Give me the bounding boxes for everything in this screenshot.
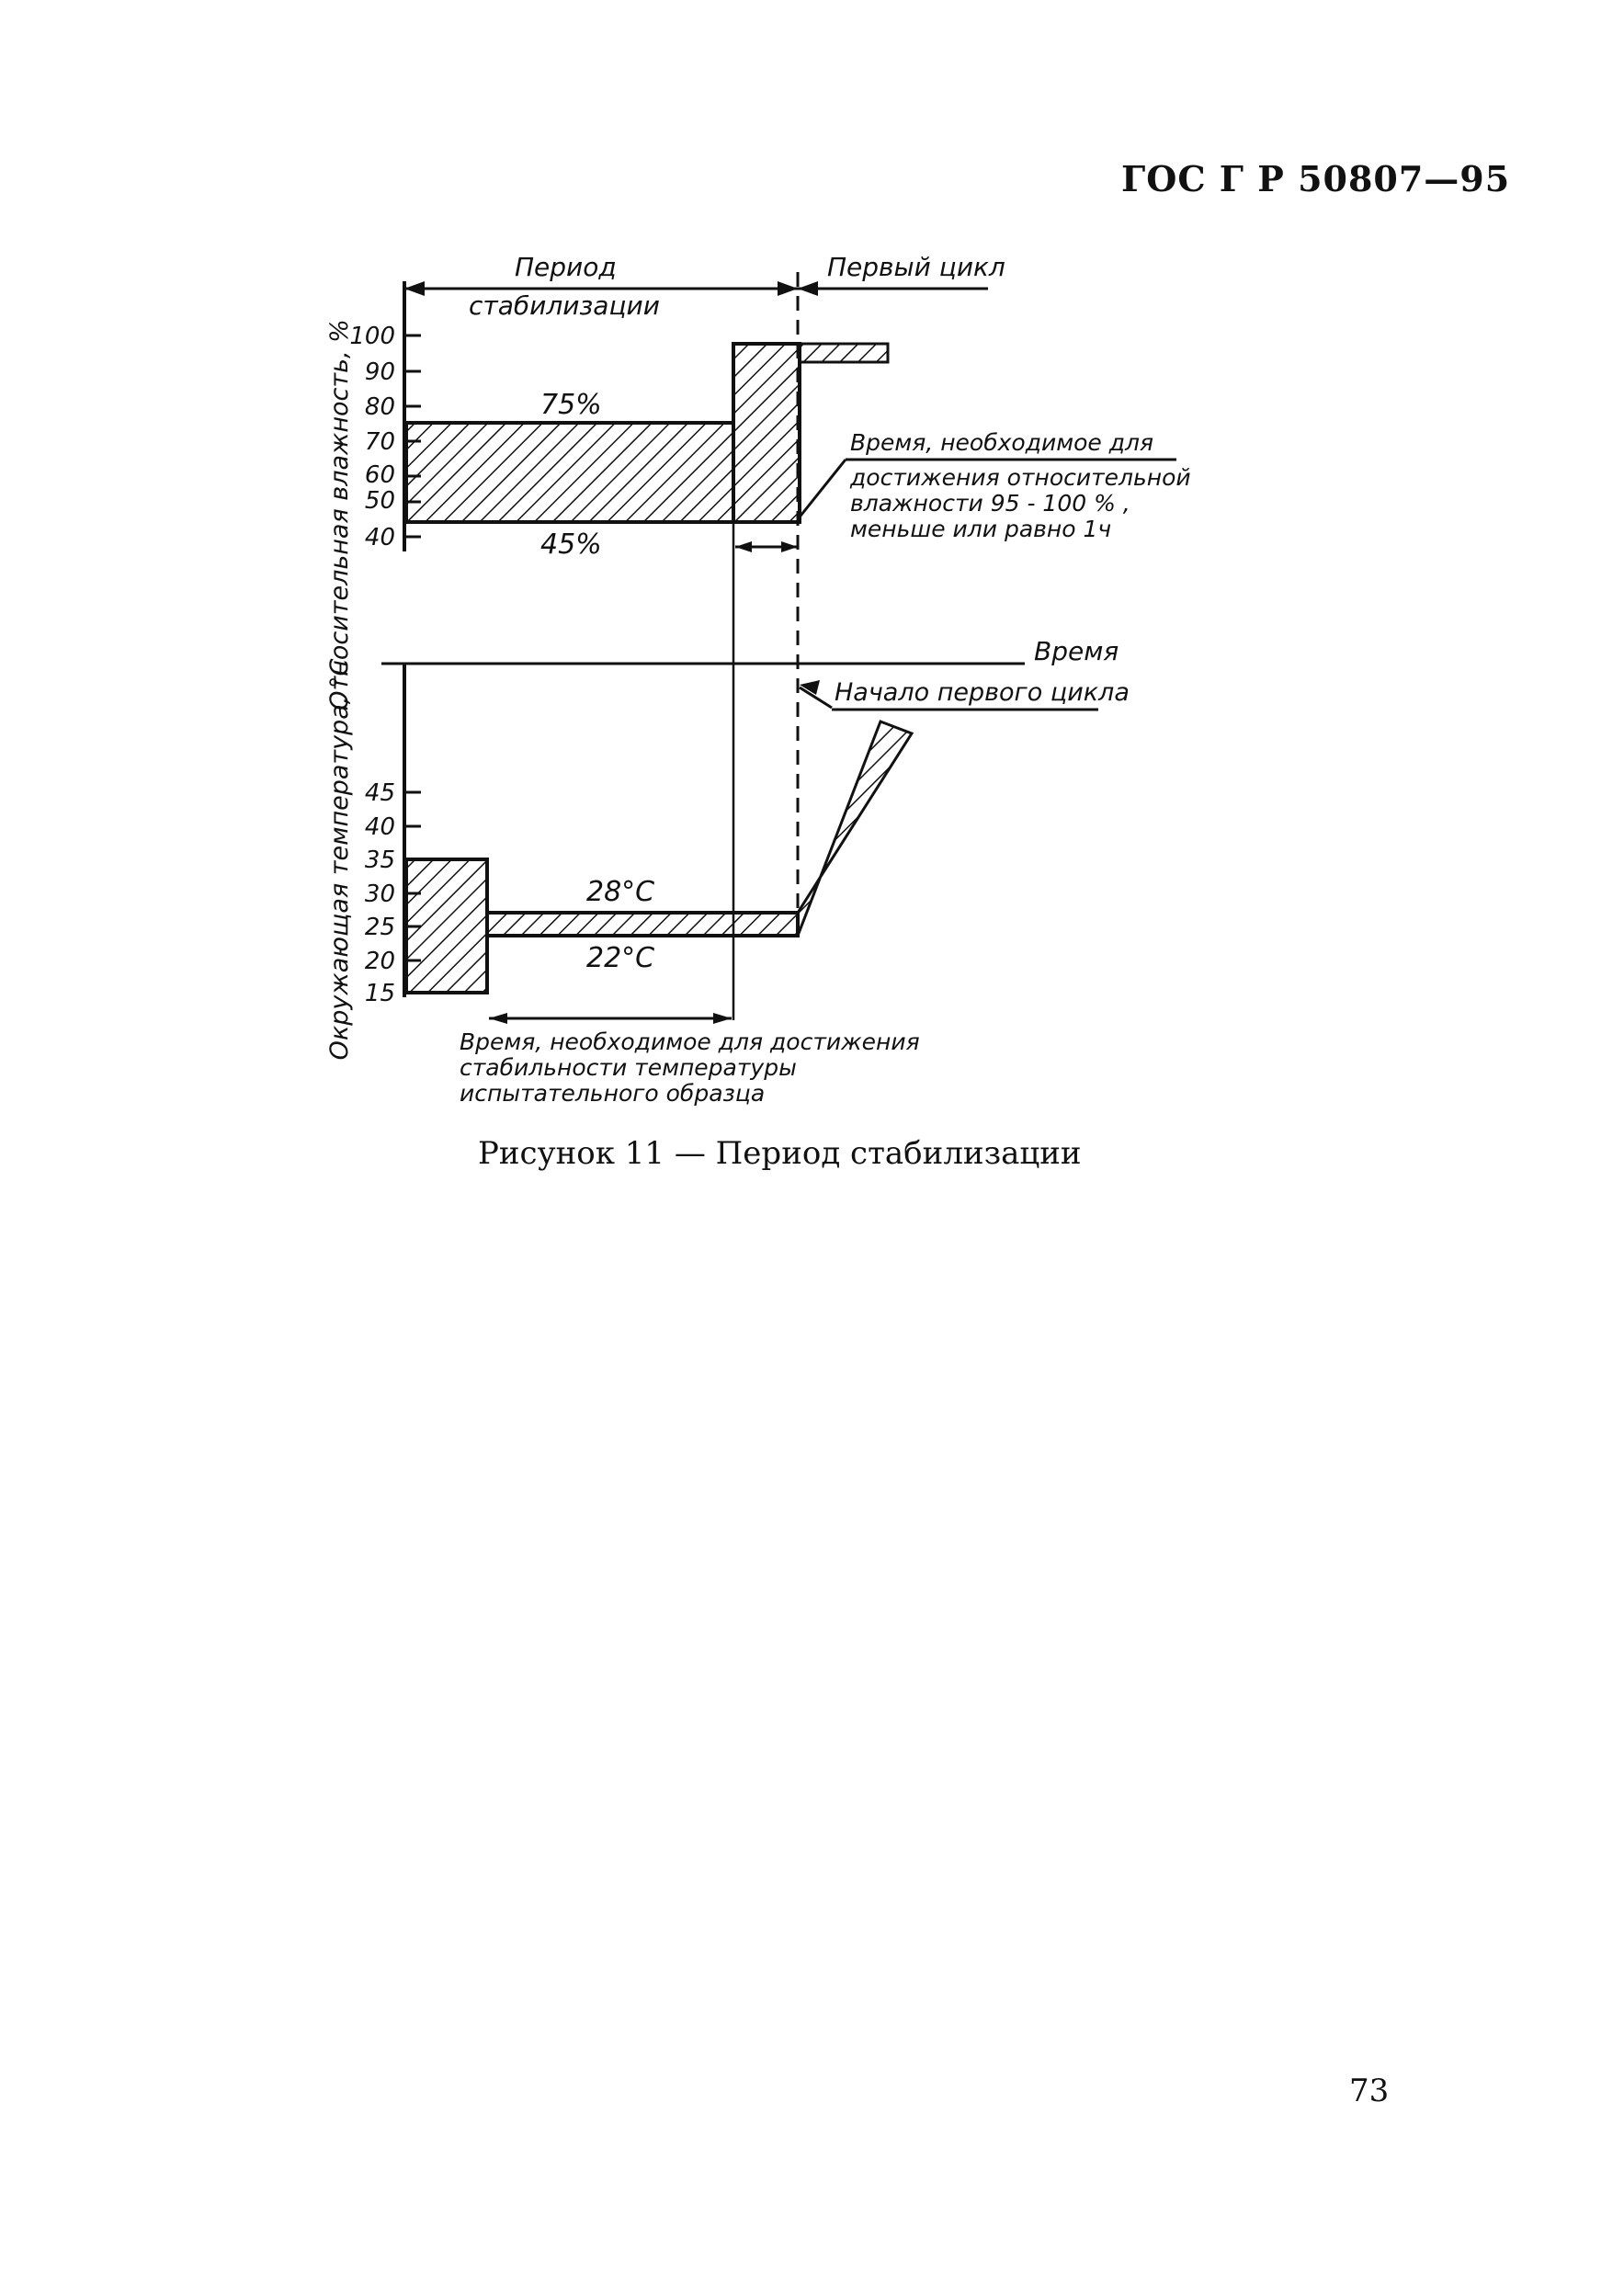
figure-caption: Рисунок 11 — Период стабилизации <box>478 1135 1082 1172</box>
temperature-band <box>487 913 798 936</box>
humidity-lower-label: 45% <box>540 528 602 561</box>
temperature-note-line3: испытательного образца <box>460 1080 766 1107</box>
page-number: 73 <box>1349 2073 1390 2109</box>
humidity-time-arrowhead-left <box>735 541 752 552</box>
cycle-arrow-left <box>798 281 818 296</box>
humidity-first-cycle-band <box>800 344 888 362</box>
temperature-lower-label: 22°С <box>586 942 655 974</box>
humidity-upper-label: 75% <box>540 389 602 421</box>
page-header: ГОС Г Р 50807—95 <box>1121 158 1511 199</box>
period-label-line2: стабилизации <box>469 290 660 321</box>
humidity-note-line1: Время, необходимое для <box>850 429 1154 456</box>
humidity-tick-50: 50 <box>364 487 395 515</box>
temperature-upper-label: 28°С <box>586 876 655 908</box>
temperature-tick-25: 25 <box>364 914 395 941</box>
first-cycle-label: Первый цикл <box>827 252 1005 282</box>
temperature-axis-title: Окружающая температура, °С <box>325 658 354 1061</box>
humidity-note-line4: меньше или равно 1ч <box>850 516 1112 542</box>
temperature-tick-35: 35 <box>364 846 395 874</box>
humidity-tick-70: 70 <box>364 428 395 456</box>
humidity-tick-90: 90 <box>364 358 395 386</box>
humidity-note-line2: достижения относительной <box>850 464 1191 491</box>
cycle-start-label: Начало первого цикла <box>835 678 1130 707</box>
humidity-tick-40: 40 <box>364 524 395 551</box>
temperature-rise-band <box>798 721 912 936</box>
period-arrow-left <box>404 281 425 296</box>
temperature-tick-40: 40 <box>364 813 395 841</box>
humidity-tick-80: 80 <box>364 393 395 421</box>
temperature-initial-block <box>406 859 487 993</box>
temperature-tick-15: 15 <box>364 980 395 1007</box>
humidity-note-leader <box>798 460 846 519</box>
temperature-tick-45: 45 <box>364 779 395 807</box>
humidity-time-arrowhead-right <box>781 541 798 552</box>
time-label: Время <box>1034 636 1119 666</box>
humidity-rise-block <box>733 344 800 522</box>
temperature-note-line2: стабильности температуры <box>460 1054 797 1081</box>
temperature-time-arrowhead-left <box>489 1013 507 1024</box>
temperature-time-arrowhead-right <box>713 1013 732 1024</box>
period-arrow-right <box>778 281 798 296</box>
humidity-axis-title: Относительная влажность, % <box>325 319 354 710</box>
temperature-tick-30: 30 <box>364 881 395 908</box>
humidity-band <box>406 423 733 522</box>
humidity-tick-100: 100 <box>349 323 395 350</box>
humidity-tick-60: 60 <box>364 461 395 489</box>
period-label-line1: Период <box>515 252 617 282</box>
temperature-tick-20: 20 <box>364 948 395 975</box>
humidity-note-line3: влажности 95 - 100 % , <box>850 490 1130 517</box>
temperature-note-line1: Время, необходимое для достижения <box>460 1028 920 1055</box>
